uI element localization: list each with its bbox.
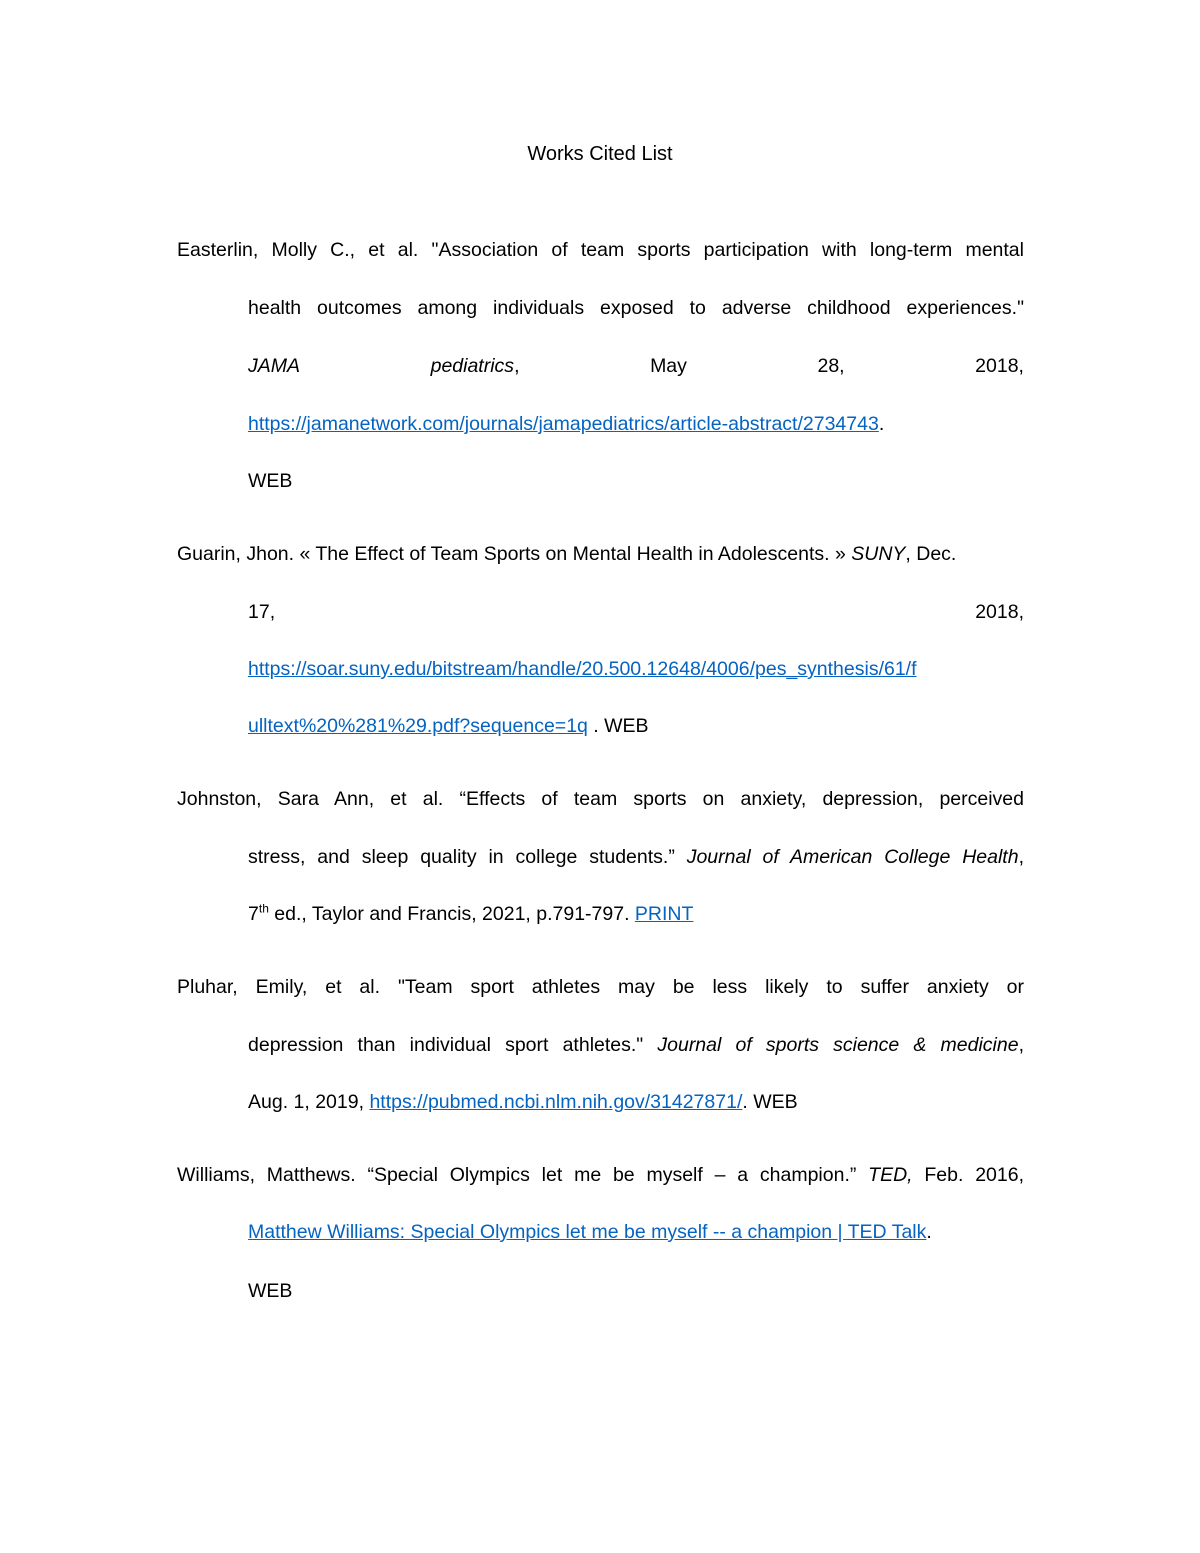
date-day: 17, <box>248 601 276 623</box>
citation-johnston-line-3 <box>248 902 1024 926</box>
citation-johnston-line-2 <box>248 845 1024 869</box>
citation-guarin-line-2 <box>248 600 1024 624</box>
date-year: 2018, <box>975 355 1024 377</box>
citation-guarin-line-4 <box>248 714 1024 738</box>
citation-text: Feb. 2016, <box>912 1164 1024 1186</box>
citation-text: , Dec. <box>905 543 957 565</box>
page-title: Works Cited List <box>527 143 673 165</box>
date-month: May <box>650 355 687 377</box>
citation-easterlin-line-1: Easterlin, Molly C., et al. "Association of team sports participation with long-term mental <box>177 239 1024 261</box>
journal-name: JAMA <box>248 355 301 377</box>
citation-text: , <box>1018 846 1024 868</box>
citation-williams-medium: WEB <box>248 1280 293 1302</box>
citation-johnston-link[interactable]: PRINT <box>634 903 694 925</box>
citation-easterlin-line-3 <box>248 354 1024 378</box>
citation-text: Guarin, Jhon. « The Effect of Team Sports on Mental Health in Adolescents. » <box>177 543 852 565</box>
citation-text: depression than individual sport athletes." <box>248 1034 658 1056</box>
edition-number: 7 <box>248 903 259 925</box>
citation-easterlin-medium: WEB <box>248 470 293 492</box>
journal-name: Journal of American College Health <box>686 846 1019 868</box>
citation-text: Aug. 1, 2019, <box>248 1091 370 1113</box>
citation-text: Williams, Matthews. “Special Olympics let me be myself – a champion.” <box>177 1164 869 1186</box>
citation-guarin-link-part-2[interactable]: ulltext%20%281%29.pdf?sequence=1q <box>248 715 588 737</box>
citation-pluhar-line-2 <box>248 1033 1024 1057</box>
citation-text: stress, and sleep quality in college students.” <box>248 846 687 868</box>
edition-suffix: th <box>258 901 269 916</box>
citation-text: , <box>1018 1034 1024 1056</box>
journal-name: Journal of sports science & medicine <box>657 1034 1019 1056</box>
citation-williams-line-1 <box>177 1163 1024 1187</box>
citation-pluhar-line-1: Pluhar, Emily, et al. "Team sport athletes may be less likely to suffer anxiety or <box>177 976 1024 998</box>
link-tail: . WEB <box>742 1091 798 1113</box>
citation-johnston-line-1: Johnston, Sara Ann, et al. “Effects of team sports on anxiety, depression, perceived <box>177 788 1024 810</box>
citation-pluhar-line-3 <box>248 1090 1024 1114</box>
link-tail: . <box>878 413 885 435</box>
citation-pluhar-link[interactable]: https://pubmed.ncbi.nlm.nih.gov/31427871/ <box>369 1091 743 1113</box>
date-year: 2018, <box>975 601 1024 623</box>
citation-guarin-link-part-1[interactable]: https://soar.suny.edu/bitstream/handle/20.500.12648/4006/pes_synthesis/61/f <box>248 658 917 680</box>
journal-name-part: pediatrics, <box>430 355 520 377</box>
journal-name: SUNY <box>851 543 906 565</box>
citation-text: ed., Taylor and Francis, 2021, p.791-797. <box>268 903 635 925</box>
citation-easterlin-line-4 <box>248 412 1024 436</box>
journal-name: TED, <box>868 1164 913 1186</box>
link-tail: . <box>926 1221 932 1243</box>
date-day: 28, <box>817 355 845 377</box>
citation-williams-line-2 <box>248 1220 1024 1244</box>
citation-williams-link[interactable]: Matthew Williams: Special Olympics let me be myself -- a champion | TED Talk <box>248 1221 927 1243</box>
citation-easterlin-link[interactable]: https://jamanetwork.com/journals/jamapediatrics/article-abstract/2734743 <box>248 413 879 435</box>
link-tail: . WEB <box>587 715 649 737</box>
citation-guarin-line-3 <box>248 657 1024 681</box>
citation-easterlin-line-2: health outcomes among individuals exposed to adverse childhood experiences." <box>248 297 1024 319</box>
citation-guarin-line-1 <box>177 542 1024 566</box>
